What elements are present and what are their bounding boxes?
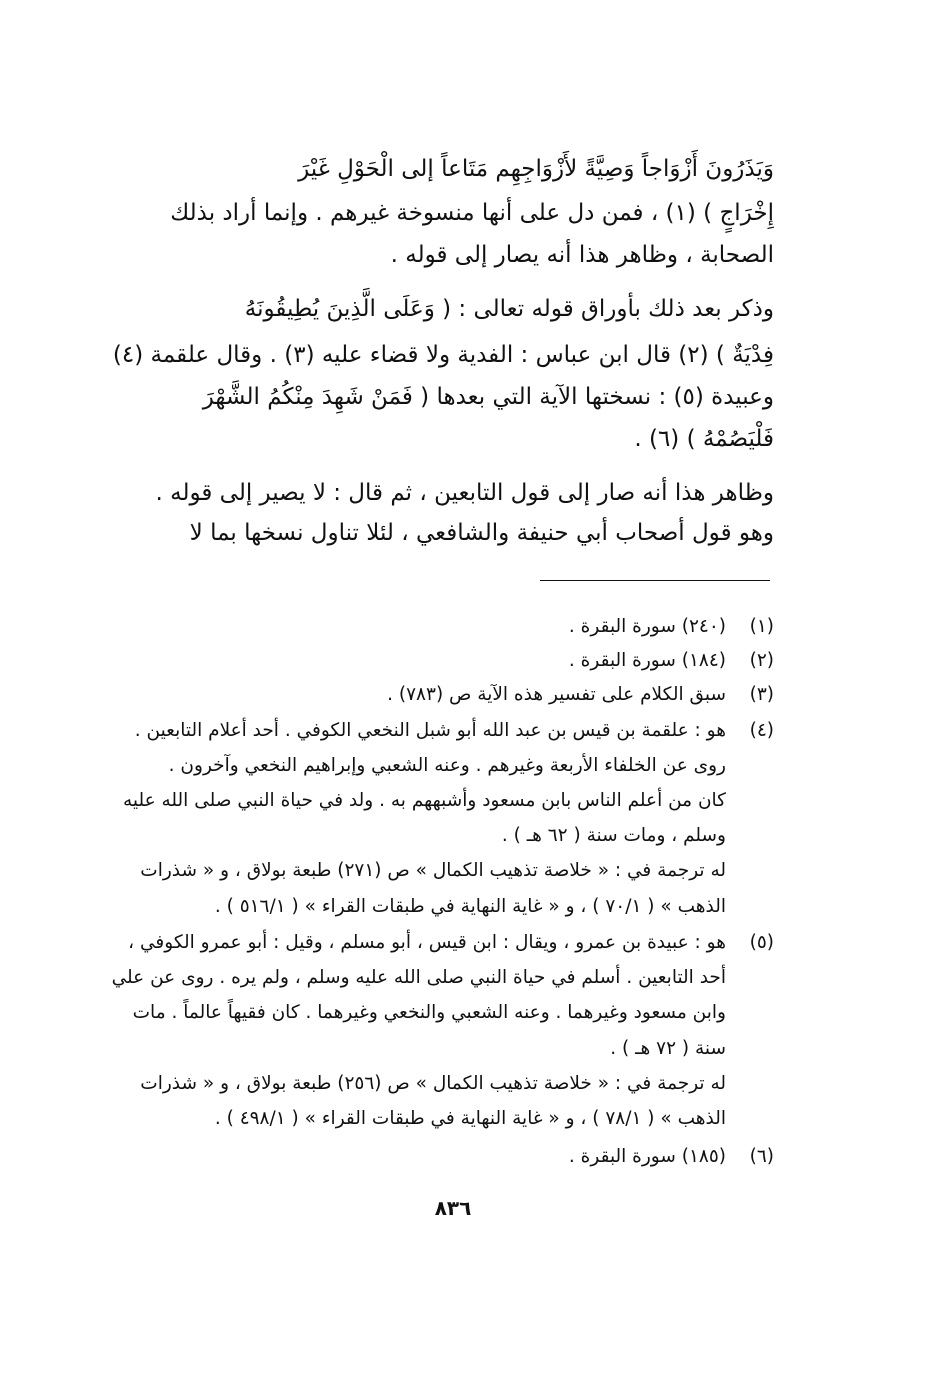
body-line: فَلْيَصُمْهُ ) (٦) . bbox=[634, 426, 774, 452]
footnote-text: هو : علقمة بن قيس بن عبد الله أبو شبل النخعي الكوفي . أحد أعلام التابعين . bbox=[134, 720, 726, 741]
footnote-text: له ترجمة في : « خلاصة تذهيب الكمال » ص (٢٧١) طبعة بولاق ، و « شذرات bbox=[140, 860, 726, 881]
footnote-text: الذهب » ( ٧٨/١ ) ، و « غاية النهاية في طبقات القراء » ( ٤٩٨/١ ) . bbox=[214, 1108, 726, 1129]
footnote-text: سنة ( ٧٢ هـ ) . bbox=[610, 1038, 726, 1059]
footnote-number: (١) bbox=[749, 616, 774, 637]
body-line: وهو قول أصحاب أبي حنيفة والشافعي ، لئلا تناول نسخها بما لا bbox=[189, 520, 774, 546]
footnote-text: (١٨٤) سورة البقرة . bbox=[568, 650, 726, 671]
footnote-text: (١٨٥) سورة البقرة . bbox=[568, 1146, 726, 1167]
footnote-text: هو : عبيدة بن عمرو ، ويقال : ابن قيس ، أبو مسلم ، وقيل : أبو عمرو الكوفي ، bbox=[128, 932, 726, 953]
body-line: فِدْيَةٌ ) (٢) قال ابن عباس : الفدية ولا قضاء عليه (٣) . وقال علقمة (٤) bbox=[112, 342, 774, 368]
footnote-text: وابن مسعود وغيرهما . وعنه الشعبي والنخعي وغيرهما . كان فقيهاً عالماً . مات bbox=[132, 1002, 726, 1023]
footnote-number: (٣) bbox=[749, 684, 774, 705]
footnote-text: الذهب » ( ٧٠/١ ) ، و « غاية النهاية في طبقات القراء » ( ٥١٦/١ ) . bbox=[214, 896, 726, 917]
body-line: وظاهر هذا أنه صار إلى قول التابعين ، ثم قال : لا يصير إلى قوله . bbox=[155, 480, 774, 506]
body-line: وذكر بعد ذلك بأوراق قوله تعالى : ( وَعَلَى الَّذِينَ يُطِيقُونَهُ bbox=[244, 296, 774, 322]
footnote-text: أحد التابعين . أسلم في حياة النبي صلى الله عليه وسلم ، ولم يره . روى عن علي bbox=[111, 967, 726, 988]
footnote-separator bbox=[540, 580, 770, 581]
footnote-text: روى عن الخلفاء الأربعة وغيرهم . وعنه الشعبي وإبراهيم النخعي وآخرون . bbox=[168, 755, 726, 776]
body-line: إِخْرَاجٍ ) (١) ، فمن دل على أنها منسوخة غيرهم . وإنما أراد بذلك bbox=[170, 200, 774, 226]
footnote-number: (٦) bbox=[749, 1146, 774, 1167]
footnote-text: له ترجمة في : « خلاصة تذهيب الكمال » ص (٢٥٦) طبعة بولاق ، و « شذرات bbox=[140, 1073, 726, 1094]
footnote-text: (٢٤٠) سورة البقرة . bbox=[568, 616, 726, 637]
footnote-number: (٢) bbox=[749, 650, 774, 671]
body-line: الصحابة ، وظاهر هذا أنه يصار إلى قوله . bbox=[390, 242, 774, 268]
footnote-number: (٤) bbox=[749, 720, 774, 741]
body-line: وعبيدة (٥) : نسختها الآية التي بعدها ( فَمَنْ شَهِدَ مِنْكُمُ الشَّهْرَ bbox=[202, 384, 774, 410]
footnote-number: (٥) bbox=[749, 932, 774, 953]
footnote-text: وسلم ، ومات سنة ( ٦٢ هـ ) . bbox=[501, 825, 726, 846]
footnote-text: سبق الكلام على تفسير هذه الآية ص (٧٨٣) . bbox=[387, 684, 726, 705]
body-line: وَيَذَرُونَ أَزْوَاجاً وَصِيَّةً لأَزْوَاجِهِم مَتَاعاً إلى الْحَوْلِ غَيْرَ bbox=[298, 156, 774, 182]
footnote-text: كان من أعلم الناس بابن مسعود وأشبههم به . ولد في حياة النبي صلى الله عليه bbox=[122, 790, 726, 811]
page-number: ٨٣٦ bbox=[434, 1196, 472, 1220]
